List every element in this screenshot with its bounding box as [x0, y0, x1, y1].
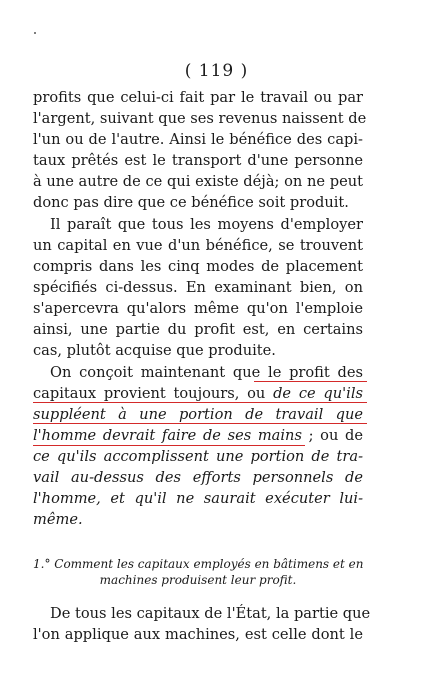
p1-line-1: profits que celui-ci fait par le travail ou par [33, 89, 363, 106]
page-number: ( 119 ) [184, 61, 249, 81]
p1-line-5: à une autre de ce qui existe déjà; on ne peut [33, 173, 363, 190]
p3-line-2-roman: capitaux provient toujours, ou [33, 385, 266, 402]
p2-line-7: cas, plutôt acquise que produite. [33, 342, 276, 359]
p3-line-3: suppléent à une portion de travail que [33, 406, 363, 423]
p3-line-4 [33, 426, 363, 446]
p3-line-4-roman: ; ou de [308, 427, 363, 444]
caption-line-2: machines produisent leur profit. [99, 573, 297, 587]
p2-line-4: spécifiés ci-dessus. En examinant bien, on [33, 279, 363, 296]
p4-line-1: De tous les capitaux de l'État, la partie que [50, 605, 371, 622]
red-underline-2 [33, 402, 367, 403]
p3-line-8: même. [33, 511, 83, 528]
p2-line-1: Il paraît que tous les moyens d'employer [50, 216, 363, 233]
p2-line-5: s'apercevra qu'alors même qu'on l'emploie [33, 300, 363, 317]
red-underline-4 [33, 445, 305, 446]
page-speck [34, 32, 36, 34]
p2-line-6: ainsi, une partie du profit est, en certains [33, 321, 363, 338]
p1-line-2: l'argent, suivant que ses revenus naissent de [33, 110, 367, 127]
p1-line-3: l'un ou de l'autre. Ainsi le bénéfice des capi- [33, 131, 363, 148]
p3-line-6: vail au-dessus des efforts personnels de [33, 469, 363, 486]
p2-line-3: compris dans les cinq modes de placement [33, 258, 363, 275]
p3-line-2-italic: de ce qu'ils [273, 385, 363, 402]
p3-line-7: l'homme, et qu'il ne saurait exécuter lui- [33, 490, 363, 507]
p1-line-4: taux prêtés est le transport d'une personne [33, 152, 363, 169]
p4-line-2: l'on applique aux machines, est celle dont le [33, 626, 363, 643]
p3-line-2 [33, 384, 363, 404]
p2-line-2: un capital en vue d'un bénéfice, se trouvent [33, 237, 363, 254]
red-underline-3 [33, 423, 367, 424]
red-underline-1 [254, 381, 367, 382]
p1-line-6: donc pas dire que ce bénéfice soit produit. [33, 194, 349, 211]
caption-line-1: 1.° Comment les capitaux employés en bâtimens et en [33, 557, 364, 571]
p3-line-5: ce qu'ils accomplissent une portion de tra- [33, 448, 363, 465]
p3-line-4-italic: l'homme devrait faire de ses mains [33, 427, 302, 444]
p3-line-1: On conçoit maintenant que le profit des [50, 364, 363, 381]
